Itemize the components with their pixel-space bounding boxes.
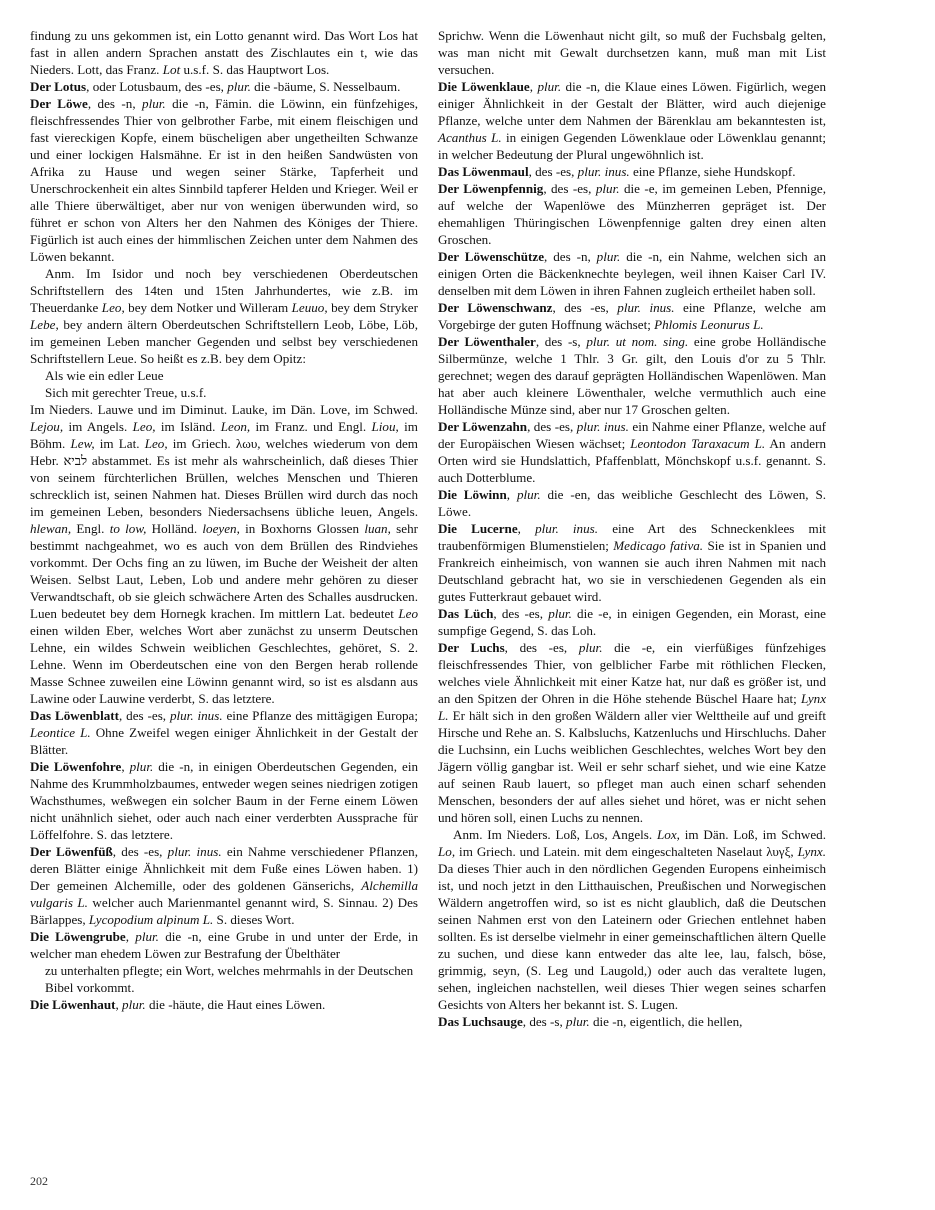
entry-text: im Dän. Loß, im Schwed. (679, 827, 826, 842)
italic-text: Alchemilla vulgaris L. (30, 878, 418, 910)
entry-text: , des -n, (87, 96, 143, 111)
dictionary-entry (438, 163, 826, 180)
headword: Die Lucerne (438, 521, 518, 536)
entry-text: An andern Orten wird sie Hundslattich, Pfaffenblatt, Mönchskopf u.s.f. genannt. S. auch Dotterblume. (438, 436, 827, 485)
entry-text: eine Pflanze des mittägigen Europa; (222, 708, 419, 723)
dictionary-entry (438, 1013, 826, 1030)
dictionary-entry (438, 605, 826, 639)
headword: Der Löwe (30, 96, 88, 111)
dictionary-entry (30, 707, 418, 758)
entry-text: eine Art des Schneckenklees mit traubenförmigen Blumenstielen; (438, 521, 826, 553)
entry-text: u.s.f. S. das Hauptwort Los. (180, 62, 330, 77)
italic-text: Leuuo, (291, 300, 328, 315)
entry-text: Er hält sich in den großen Wäldern aller vier Welttheile auf und greift Hirsche und Rehe an. S. Kalbsluchs, Katzenluchs und Hirschluchs. Daher die Luchsinn, ein Luchs weiblichen Geschlechtes, welches Wort bey den Jägern völlig gangbar ist. Weil er sehr scharf siehet, und wie eine Katze auf seinen Raub lauert, so pfleget man auch einen scharf sehenden Menschen, besonders der auf alles siehet und höret, was er nicht sehen und hören soll, einen Luchs zu nennen. (438, 708, 826, 825)
headword: Die Löwengrube (30, 929, 126, 944)
entry-text: die -e, ein vierfüßiges fünfzehiges fleischfressendes Thier, von gelblicher Farbe mit röthlichen Flecken, welches viele Ähnlichkeit mit einer Katze hat, nur daß es größer ist, und an den Spitzen der Ohren in die Höhe stehende Büschel Haare hat; (438, 640, 826, 706)
headword: Der Löwenfüß (30, 844, 113, 859)
headword: Die Löwenfohre (30, 759, 122, 774)
italic-text: plur. (595, 181, 620, 196)
entry-text: Im Nieders. Lauwe und im Diminut. Lauke, im Dän. Love, im Schwed. (30, 402, 418, 417)
italic-text: luan, (364, 521, 391, 536)
entry-text: ein Nahme einer Pflanze, welche auf der Europäischen Wiesen wächset; (438, 419, 826, 451)
italic-text: Leo, (101, 300, 125, 315)
italic-text: Medicago fativa. (613, 538, 704, 553)
italic-text: Lebe, (30, 317, 59, 332)
dictionary-entry (30, 758, 418, 843)
entry-text: im Griech. und Latein. mit dem eingeschalteten Naselaut λυγξ, (455, 844, 798, 859)
entry-text: sehr bestimmt nachgeahmet, wo es auch von dem Brüllen des Rindviehes vorkommt. Der Ochs fing an zu lüwen, im Buche der Weisheit der alten Weisen. Selbst Laut, Leben, Lob und andere mehr gehören zu dieser Verwandtschaft, ob sie gleich schwächere Arten des Schalles ausdrucken. Luen bedeutet bey dem Hornegk krachen. Im mittlern Lat. bedeutet (30, 521, 418, 621)
italic-text: Lo, (438, 844, 456, 859)
entry-text: , des -s, (535, 334, 587, 349)
entry-text: die -n, die Klaue eines Löwen. Figürlich, wegen einiger Ähnlichkeit in der Gestalt der Blätter, wird auch diejenige Pflanze, welche unter dem Nahmen der Bärenklau am bekanntesten ist, (438, 79, 827, 128)
headword: Der Löwenschütze (438, 249, 545, 264)
italic-text: plur. ut nom. sing. (586, 334, 689, 349)
entry-text: im Angels. (63, 419, 133, 434)
entry-text: bey dem Stryker (327, 300, 418, 315)
verse-line (30, 384, 418, 401)
headword: Der Luchs (438, 640, 505, 655)
entry-text: , des -es, (493, 606, 549, 621)
italic-text: plur. (578, 640, 603, 655)
italic-text: Leon, (220, 419, 251, 434)
italic-text: Lejou, (30, 419, 64, 434)
dictionary-entry (30, 928, 418, 962)
entry-text: , des -es, (504, 640, 579, 655)
entry-text: findung zu uns gekommen ist, ein Lotto genannt wird. Das Wort Los hat fast in allen andern Sprachen anstatt des Zischlautes ein t, wie das Nieders. Lott, das Franz. (30, 28, 418, 77)
left-column (30, 27, 418, 1013)
entry-text: , oder Lotusbaum, des -es, (86, 79, 228, 94)
entry-text: Sprichw. Wenn die Löwenhaut nicht gilt, so muß der Fuchsbalg gelten, was man nicht mit Gewalt durchsetzen kann, muß man mit List versuchen. (438, 28, 826, 77)
headword: Die Löwenklaue (438, 79, 530, 94)
dictionary-entry (438, 418, 826, 486)
dictionary-entry (30, 843, 418, 928)
entry-text: die -n, Fämin. die Löwinn, ein fünfzehiges, fleischfressendes Thier von gelbrother Farbe, mit einem fleischigen und fast viereckigen Kopfe, einem büscheligen aber ungetheilten Schwanze und einer lockigen Halsmähne. Er ist in den heißen Sandwüsten von Afrika zu Hause und wegen seiner Stärke, Tapferheit und Unerschrockenheit ein altes Sinnbild tapferer Helden und Krieger. Weil er alle Thiere überwältiget, aber nur von wenigen überwunden wird, so führet er schon von Alters her den Nahmen des Königes der Thiere. Figürlich ist auch eines der himmlischen Zeichen unter dem Nahmen des Löwen bekannt. (30, 96, 418, 264)
annotation-paragraph (30, 265, 418, 367)
entry-text: , (506, 487, 517, 502)
italic-text: to low, (109, 521, 147, 536)
entry-text: , des -s, (522, 1014, 567, 1029)
entry-text: , des -es, (119, 708, 170, 723)
italic-text: plur. (142, 96, 166, 111)
dictionary-entry (438, 520, 826, 605)
dictionary-entry (438, 486, 826, 520)
italic-text: loeyen, (202, 521, 240, 536)
entry-text: im Lat. (94, 436, 145, 451)
entry-text: Als wie ein edler Leue (45, 368, 164, 383)
entry-text: , (517, 521, 536, 536)
italic-text: Lew, (70, 436, 95, 451)
entry-text: eine Pflanze, welche am Vorgebirge der guten Hoffnung wächset; (438, 300, 827, 332)
italic-text: Lycopodium alpinum L. (88, 912, 214, 927)
italic-text: Phlomis Leonurus L. (654, 317, 764, 332)
entry-text: eine grobe Holländische Silbermünze, welche 1 Thlr. 3 Gr. gilt, den Louis d'or zu 5 Thlr. gerechnet; wegen des darauf geprägten Holländischen Wapenlöwen. Man hat aber auch kleinere Löwenthaler, welche vermuthlich auch eine Holländische Münze sind, aber nur 17 Groschen gelten. (438, 334, 827, 417)
entry-text: die -e, in einigen Gegenden, ein Morast, eine sumpfige Gegend, S. das Loh. (438, 606, 826, 638)
entry-text: , des -es, (543, 181, 596, 196)
entry-text: im Franz. und Engl. (250, 419, 372, 434)
entry-text: , (121, 759, 130, 774)
italic-text: plur. inus. (577, 164, 630, 179)
entry-text: die -bäume, S. Nesselbaum. (250, 79, 401, 94)
entry-text: Engl. (71, 521, 110, 536)
headword: Das Löwenmaul (438, 164, 529, 179)
dictionary-entry (30, 996, 418, 1013)
italic-text: plur. inus. (617, 300, 675, 315)
entry-text: im Griech. λωυ, welches wiederum von dem Hebr. לביא abstammet. Es ist mehr als wahrscheinlich, daß dieses Thier von seinem fürchterlichen Brüllen, welches Menschen und Thieren schrecklich ist, seinen Nahmen hat. Dieses Brüllen wird durch das noch im gemeinen Leben, besonders Niedersachsens übliche leuen, Angels. (30, 436, 418, 519)
italic-text: Leontodon Taraxacum L. (630, 436, 766, 451)
italic-text: plur. (596, 249, 621, 264)
italic-text: plur. (122, 997, 146, 1012)
italic-text: Liou, (371, 419, 399, 434)
italic-text: plur. (537, 79, 562, 94)
entry-text: die -n, eine Grube in und unter der Erde, in welcher man ehedem Löwen zur Bestrafung der Übelthäter (30, 929, 418, 961)
entry-text: welcher auch Marienmantel genannt wird, S. Sinnau. 2) Des Bärlappes, (30, 895, 419, 927)
entry-text: die -en, das weibliche Geschlecht des Löwen, S. Löwe. (438, 487, 826, 519)
headword: Der Löwenpfennig (438, 181, 544, 196)
headword: Der Löwenthaler (438, 334, 536, 349)
italic-text: Lynx. (797, 844, 826, 859)
entry-text: bey dem Notker und Willeram (124, 300, 292, 315)
italic-text: plur. (516, 487, 541, 502)
entry-text: , des -n, (544, 249, 597, 264)
entry-text: Ohne Zweifel wegen einiger Ähnlichkeit in der Gestalt der Blätter. (30, 725, 418, 757)
italic-text: Acanthus L. (438, 130, 502, 145)
entry-text: die -häute, die Haut eines Löwen. (145, 997, 326, 1012)
dictionary-entry (30, 95, 418, 265)
entry-text: , (115, 997, 123, 1012)
dictionary-entry (30, 27, 418, 78)
right-column (438, 27, 826, 1030)
italic-text: Lot (162, 62, 181, 77)
italic-text: Lox, (657, 827, 680, 842)
headword: Die Löwinn (438, 487, 507, 502)
italic-text: plur. (548, 606, 572, 621)
headword: Der Löwenzahn (438, 419, 528, 434)
entry-text: , (125, 929, 136, 944)
italic-text: plur. (227, 79, 251, 94)
italic-text: plur. (135, 929, 159, 944)
italic-text: Leo (398, 606, 418, 621)
entry-text: , des -es, (112, 844, 168, 859)
entry-text: Da dieses Thier auch in den nördlichen Gegenden Europens einheimisch ist, und noch jetzt in den Litthauischen, Preußischen und Norwegischen Wäldern angetroffen wird, so ist es nicht glaublich, daß die Deutschen seinen Nahmen erst von den Lateinern oder Griechen entlehnet haben sollten. Es ist derselbe vielmehr in einer gemeinschaftlichen ältern Quelle zu suchen, und diese kann entweder das alte lee, lau, falsch, böse, grimmig, seyn, (S. Leg und Laugold,) oder auch das veraltete lugen, sehen, ingleichen nachstellen, weil dieses Thier wegen seines scharfen Gesichts von Alters her bekannt ist. S. Lugen. (438, 861, 826, 1012)
entry-text: zu unterhalten pflegte; ein Wort, welches mehrmahls in der Deutschen Bibel vorkommt. (45, 963, 414, 995)
entry-text: , des -es, (552, 300, 618, 315)
verse-line (30, 962, 418, 996)
entry-text: Anm. Im Isidor und noch bey verschiedenen Oberdeutschen Schriftstellern des 14ten und 15ten Jahrhundertes, wie z.B. im Theuerdanke (30, 266, 418, 315)
dictionary-entry (438, 333, 826, 418)
italic-text: plur. (129, 759, 154, 774)
italic-text: plur. inus. (169, 708, 223, 723)
verse-line (30, 367, 418, 384)
dictionary-entry (30, 401, 418, 707)
entry-text: , des -es, (527, 419, 577, 434)
headword: Der Löwenschwanz (438, 300, 553, 315)
entry-text: Anm. Im Nieders. Loß, Los, Angels. (453, 827, 657, 842)
italic-text: plur. inus. (535, 521, 599, 536)
entry-text: in einigen Gegenden Löwenklaue oder Löwenklau genannt; in welcher Bedeutung der Plural ungewöhnlich ist. (438, 130, 826, 162)
italic-text: Leo, (132, 419, 156, 434)
annotation-paragraph (438, 826, 826, 1013)
headword: Die Löwenhaut (30, 997, 116, 1012)
entry-text: im Isländ. (155, 419, 221, 434)
entry-text: Sie ist in Spanien und Frankreich einheimisch, von wannen sie auch ihren Nahmen mit nach Deutschland gebracht hat, wo sie in verschiedenen Gegenden als ein gutes Futterkraut gebauet wird. (438, 538, 826, 604)
entry-text: S. dieses Wort. (213, 912, 295, 927)
dictionary-entry (438, 299, 826, 333)
entry-text: die -n, eigentlich, die hellen, (589, 1014, 743, 1029)
italic-text: hlewan, (30, 521, 72, 536)
entry-text: die -e, im gemeinen Leben, Pfennige, auf welche der Wapenlöwe des Münzherren gepräget ist. Der ehemahligen Thüringischen Löwenpfennige galten drey einen alten Groschen. (438, 181, 827, 247)
italic-text: Leontice L. (30, 725, 91, 740)
italic-text: plur. (566, 1014, 590, 1029)
dictionary-entry (438, 180, 826, 248)
entry-text: die -n, ein Nahme, welchen sich an einigen Orten die Bäckenknechte beylegen, weil ihnen Kaiser Carl IV. denselben mit dem Löwen in ihren Fahnen zugleich ertheilet haben soll. (438, 249, 826, 298)
dictionary-entry (438, 78, 826, 163)
italic-text: Leo, (144, 436, 168, 451)
headword: Der Lotus (30, 79, 87, 94)
entry-text: , (529, 79, 538, 94)
entry-text: Sich mit gerechter Treue, u.s.f. (45, 385, 207, 400)
dictionary-entry (30, 78, 418, 95)
entry-text: im Böhm. (30, 419, 418, 451)
headword: Das Löwenblatt (30, 708, 120, 723)
entry-text: einen wilden Eber, welches Wort aber zunächst zu unserm Deutschen Lehne, ein wildes Schwein weiblichen Geschlechtes, gehöret, S. 2. Lehne. Wenn im Oberdeutschen eine von den Bergen herab rollende Masse Schnee zuweilen eine Löwinn genannt wird, so ist es alsdann aus Lawine oder Lauwine verderbt, S. das letztere. (30, 623, 418, 706)
dictionary-entry (438, 27, 826, 78)
entry-text: ein Nahme verschiedener Pflanzen, deren Blätter einige Ähnlichkeit mit dem Fuße eines Löwen haben. 1) Der gemeinen Alchemille, oder des goldenen Gänserichs, (30, 844, 419, 893)
entry-text: die -n, in einigen Oberdeutschen Gegenden, ein Nahme des Krummholzbaumes, entweder wegen seines niedrigen zotigen Wachsthumes, weßwegen ein solcher Baum in der Ferne einem Löwen nicht unähnlich siehet, oder auch nach einer verderbten Aussprache für Löffelfohre. S. das letztere. (30, 759, 418, 842)
entry-text: bey andern ältern Oberdeutschen Schriftstellern Leob, Löbe, Löb, im gemeinen Leben mancher Gegenden und selbst bey verschiedenen Schriftstellern Leue. So heißt es z.B. bey dem Opitz: (30, 317, 418, 366)
italic-text: Lynx L. (438, 691, 826, 723)
italic-text: plur. inus. (167, 844, 222, 859)
entry-text: in Boxhorns Glossen (239, 521, 365, 536)
dictionary-entry (438, 639, 826, 826)
page-number: 202 (30, 1174, 48, 1188)
dictionary-entry (438, 248, 826, 299)
entry-text: , des -es, (528, 164, 578, 179)
italic-text: plur. inus. (576, 419, 629, 434)
headword: Das Luchsauge (438, 1014, 523, 1029)
entry-text: Holländ. (146, 521, 203, 536)
entry-text: eine Pflanze, siehe Hundskopf. (629, 164, 796, 179)
headword: Das Lüch (438, 606, 494, 621)
